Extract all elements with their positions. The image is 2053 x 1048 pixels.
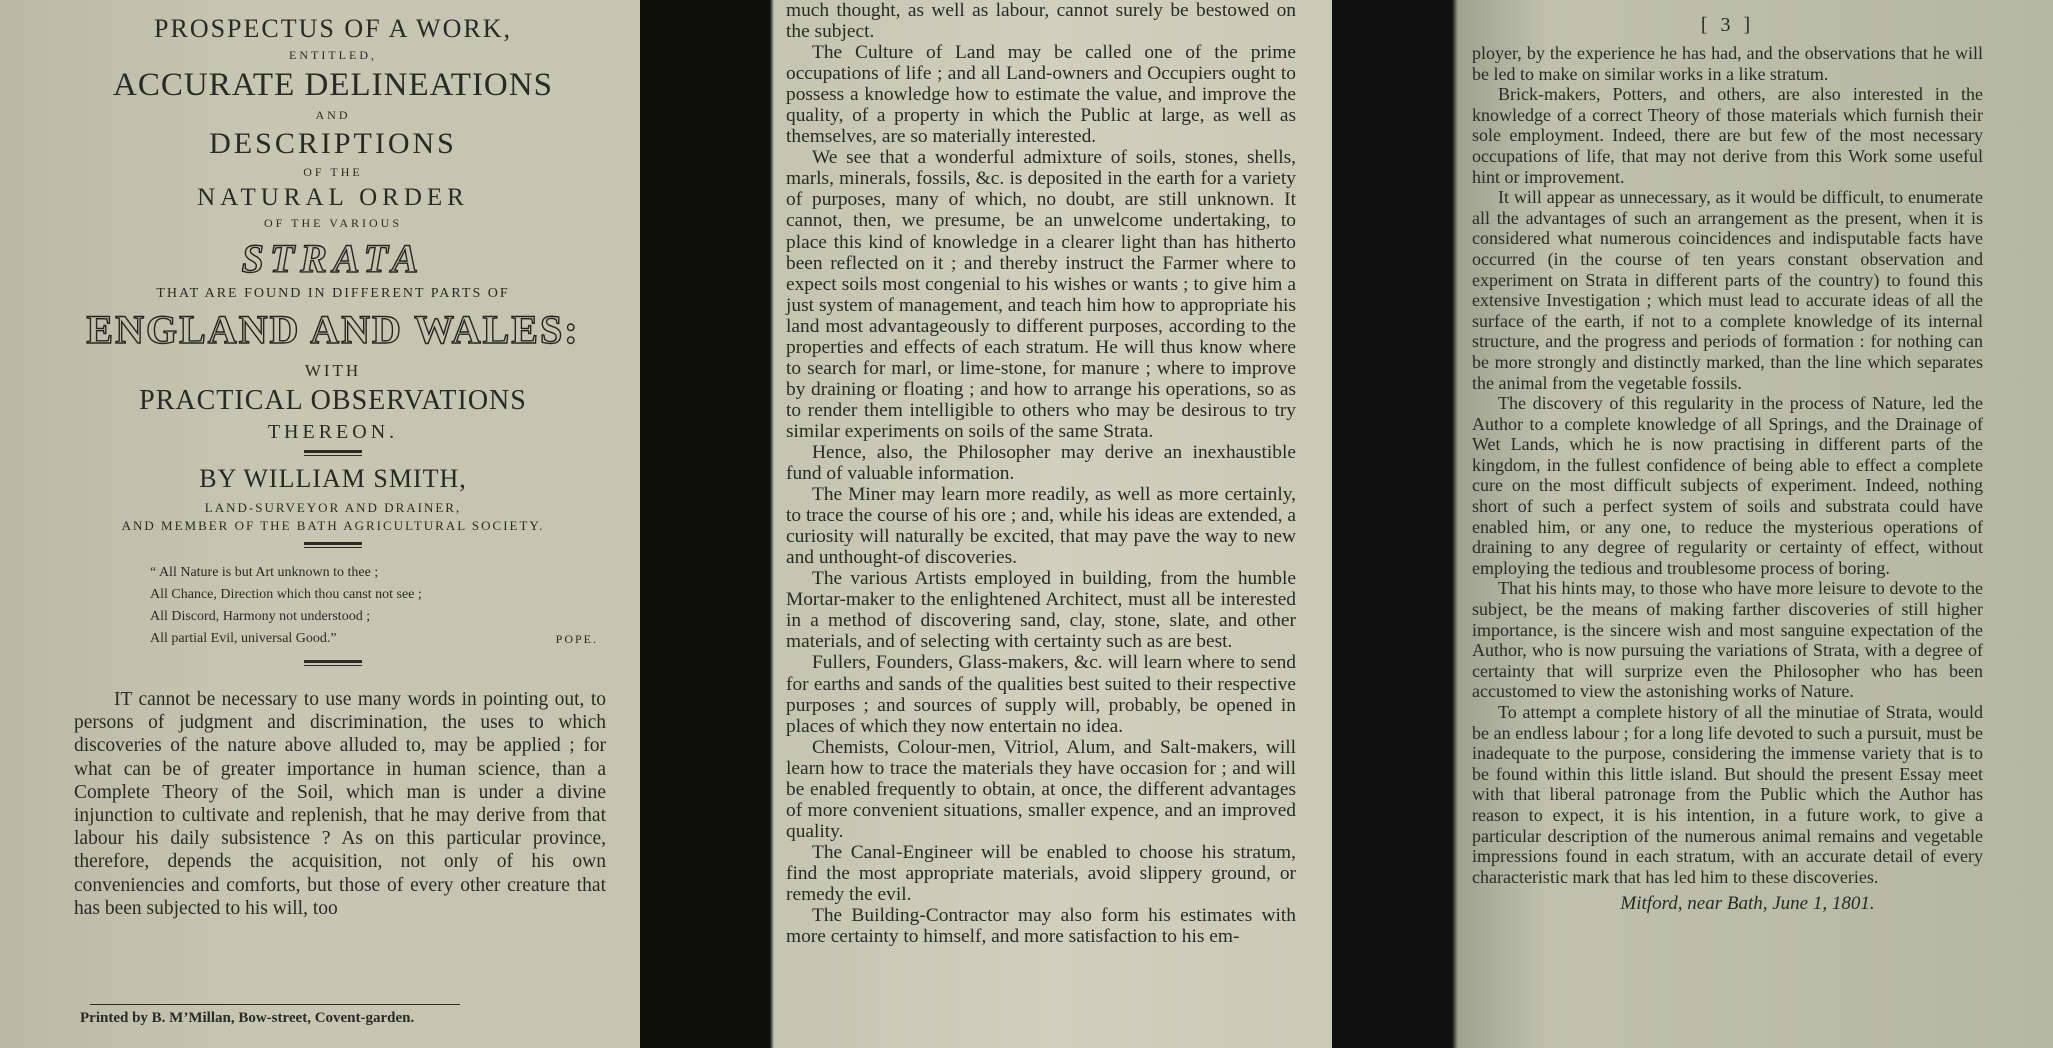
epigraph-last-row [150, 628, 606, 650]
paragraph: Brick-makers, Potters, and others, are also interested in the knowledge of a correct Theory of those materials which furnish their sole employment. Indeed, there are but few of the most necessary occupations of life, that may not derive from this Work some useful hint or improvement. [1472, 84, 1983, 187]
paragraph: ployer, by the experience he has had, and the observations that he will be led to make on similar works in a like stratum. [1472, 43, 1983, 84]
printer-imprint: Printed by B. M’Millan, Bow-street, Covent-garden. [80, 1010, 415, 1026]
epigraph-line: All Discord, Harmony not understood ; [150, 609, 371, 624]
paragraph: Chemists, Colour-men, Vitriol, Alum, and Salt-makers, will learn how to trace the materials they have occasion for ; and will be enabled frequently to obtain, at once, the different advantages of more convenient situations, smaller expence, and an improved quality. [786, 736, 1296, 842]
paragraph: The Building-Contractor may also form his estimates with more certainty to himself, and more satisfaction to his em- [786, 905, 1296, 948]
title-line-descriptions: DESCRIPTIONS [209, 127, 457, 160]
author-role-1: LAND-SURVEYOR AND DRAINER, [204, 500, 462, 515]
title-of-the-various: OF THE VARIOUS [263, 216, 403, 230]
title-england-wales: ENGLAND AND WALES: [86, 307, 580, 352]
ornamental-rule [304, 450, 362, 456]
title-found-line: THAT ARE FOUND IN DIFFERENT PARTS OF [156, 286, 510, 301]
imprint-rule [90, 1004, 460, 1005]
paragraph: Fullers, Founders, Glass-makers, &c. will learn where to send for earths and sands of the qualities best suited to their respective purposes ; and sources of supply will, probably, be opened in places of which they now entertain no idea. [786, 652, 1296, 737]
page-3-column [1472, 43, 1983, 887]
ornamental-rule [304, 660, 362, 666]
paragraph: That his hints may, to those who have more leisure to devote to the subject, be the means of making farther discoveries of still higher importance, is the sincere wish and most sanguine expectation of the Author, who is now pursuing the variations of Strata, with a degree of certainty that will surprize even the Philosopher who has been accustomed to view the astonishing works of Nature. [1472, 578, 1983, 702]
paragraph: We see that a wonderful admixture of soils, stones, shells, marls, minerals, fossils, &c. is deposited in the earth for a variety of purposes, many of which, no doubt, are still unknown. It cannot, then, we presume, be an unwelcome undertaking, to place this kind of knowledge in a clearer light than has hitherto been reflected on it ; and thereby instruct the Farmer where to expect soils most congenial to his wishes or wants ; to give him a just system of management, and teach him how to appropriate his land most advantageously to different purposes, according to the properties and effects of each stratum. He will thus know where to search for marl, or lime-stone, for manure ; where to improve by draining or floating ; and how to arrange his operations, so as to render them intelligible to others who may be desirous to try similar experiments on soils of the same Strata. [786, 147, 1296, 442]
epigraph-author: POPE. [555, 632, 598, 646]
paragraph: It will appear as unnecessary, as it would be difficult, to enumerate all the advantages of such an arrangement as the present, when it is considered what numerous coincidences and indisputable facts have occurred (in the course of ten years constant observation and experiment on Strata in different parts of the country) to found this extensive Investigation ; which must lead to accurate ideas of all the surface of the earth, if not to a complete knowledge of its internal structure, and the progress and periods of formation : for nothing can be more strongly and distinctly marked, than the line which separates the animal from the vegetable fossils. [1472, 187, 1983, 393]
paragraph: To attempt a complete history of all the minutiae of Strata, would be an endless labour ; for a long life devoted to such a pursuit, must be inadequate to the purpose, considering the immense variety that is to be found within this little island. But should the present Essay meet with that liberal patronage from the Public which the Author has reason to expect, it is his intention, in a future work, to give a particular description of the numerous animal remains and vegetable impressions found in each stratum, with an accurate detail of every characteristic mark that has led him to these discoveries. [1472, 702, 1983, 887]
author-byline: BY WILLIAM SMITH, [199, 464, 467, 493]
paragraph: The Canal-Engineer will be enabled to choose his stratum, find the most appropriate materials, avoid slippery ground, or remedy the evil. [786, 841, 1296, 905]
paragraph: The discovery of this regularity in the process of Nature, led the Author to a complete knowledge of all Springs, and the Drainage of Wet Lands, which he is now practising in different parts of the kingdom, in the fullest confidence of being able to effect a complete cure on the most difficult subjects of experiment. Indeed, nothing short of such a perfect system of soils and substrata could have enabled him, or any one, to reduce the mysterious operations of draining to any degree of regularity or certainty of effect, without employing the tedious and troublesome process of boring. [1472, 393, 1983, 578]
title-line-delineations: ACCURATE DELINEATIONS [113, 67, 553, 103]
page-number: [ 3 ] [1700, 14, 1755, 36]
title-line-natural-order: NATURAL ORDER [197, 184, 469, 211]
paragraph: Hence, also, the Philosopher may derive an inexhaustible fund of valuable information. [786, 441, 1296, 485]
author-role-2: AND MEMBER OF THE BATH AGRICULTURAL SOCIETY. [121, 518, 545, 533]
title-and: AND [315, 108, 351, 122]
ornamental-rule [304, 542, 362, 548]
page-2-column [786, 0, 1296, 947]
title-with: WITH [304, 361, 362, 380]
epigraph-line: All partial Evil, universal Good.” [150, 631, 337, 646]
title-strata: STRATA [241, 236, 425, 281]
paragraph: The Culture of Land may be called one of the prime occupations of life ; and all Land-owners and Occupiers ought to possess a knowledge how to estimate the value, and improve the quality, of a property in which the Public at large, as well as themselves, are so materially interested. [786, 42, 1296, 148]
place-date-signature: Mitford, near Bath, June 1, 1801. [1620, 893, 1875, 915]
epigraph-line: All Chance, Direction which thou canst not see ; [150, 587, 422, 602]
paragraph: The Miner may learn more readily, as well as more certainly, to trace the course of his ore ; and, while his ideas are extended, a curiosity will naturally be excited, that may pave the way to new and unthought-of discoveries. [786, 484, 1296, 569]
title-practical-observations: PRACTICAL OBSERVATIONS [139, 385, 527, 416]
title-block [60, 14, 606, 548]
epigraph-line: “ All Nature is but Art unknown to thee ; [150, 565, 379, 580]
title-line-prospectus: PROSPECTUS OF A WORK, [154, 14, 512, 43]
title-entitled: ENTITLED, [289, 48, 377, 62]
title-page [0, 0, 640, 1048]
paragraph: much thought, as well as labour, cannot surely be bestowed on the subject. [786, 0, 1296, 43]
title-of-the: OF THE [303, 165, 363, 179]
text-page-3 [1332, 0, 2053, 1048]
paragraph: The various Artists employed in building, from the humble Mortar-maker to the enlightened Architect, must all be interested in a method of discovering sand, clay, stone, slate, and other materials, and of selecting with certainty such as are best. [786, 568, 1296, 653]
title-page-body-text: IT cannot be necessary to use many words in pointing out, to persons of judgment and discrimination, the uses to which discoveries of the nature above alluded to, may be applied ; for what can be of greater importance in human science, than a Complete Theory of the Soil, which man is under a divine injunction to cultivate and replenish, that he may derive from that labour his daily subsistence ? As on this particular province, therefore, depends the acquisition, not only of his own conveniencies and comforts, but those of every other creature that has been subjected to his will, too [74, 689, 606, 919]
text-page-2 [640, 0, 1332, 1048]
epigraph [150, 562, 606, 650]
title-thereon: THEREON. [267, 421, 399, 443]
